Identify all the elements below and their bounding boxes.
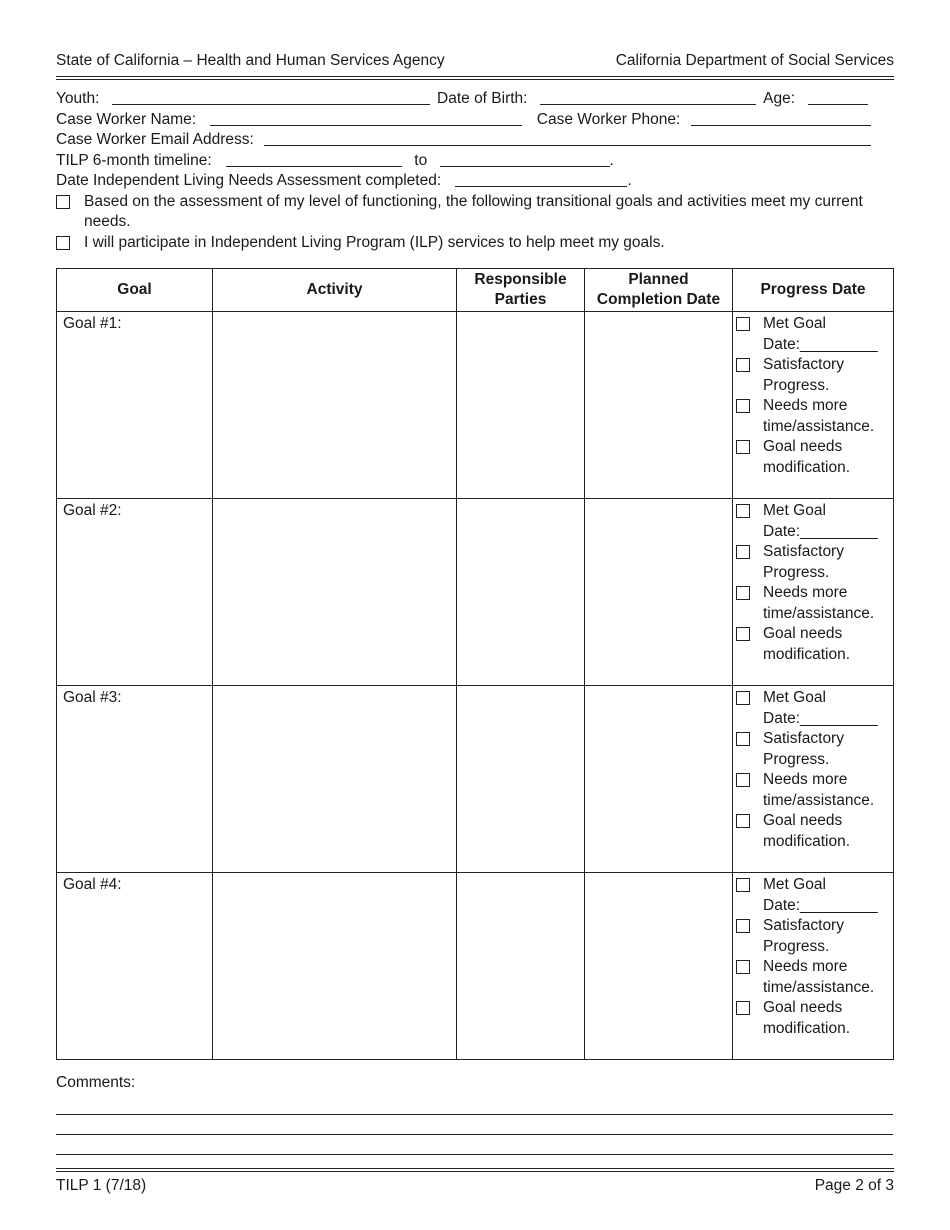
tilp-label: TILP 6-month timeline: xyxy=(56,151,212,169)
assessment-period: . xyxy=(627,172,632,189)
needs-time-checkbox[interactable] xyxy=(736,586,750,600)
progress-option-modification xyxy=(733,998,893,1039)
header-activity: Activity xyxy=(213,269,457,312)
goal-label: Goal #4: xyxy=(63,876,122,893)
goal-cell[interactable] xyxy=(57,499,213,686)
met-goal-checkbox[interactable] xyxy=(736,878,750,892)
progress-label: Needs more time/assistance. xyxy=(763,584,875,622)
statement-row-2 xyxy=(56,233,894,253)
tilp-start-field[interactable] xyxy=(226,152,402,167)
youth-info-section xyxy=(56,89,894,253)
progress-option-met xyxy=(733,314,893,355)
page-header xyxy=(56,52,894,70)
progress-label: Met Goal Date:_________ xyxy=(763,502,878,540)
email-line xyxy=(56,130,894,151)
progress-label: Satisfactory Progress. xyxy=(763,356,844,394)
comments-label: Comments: xyxy=(56,1074,136,1091)
met-goal-checkbox[interactable] xyxy=(736,691,750,705)
activity-cell[interactable] xyxy=(213,499,457,686)
age-label: Age: xyxy=(763,90,795,107)
header-rule xyxy=(56,76,894,80)
goal-label: Goal #2: xyxy=(63,502,122,519)
comment-line-1[interactable] xyxy=(56,1114,893,1115)
cw-email-label: Case Worker Email Address: xyxy=(56,131,254,148)
progress-cell xyxy=(733,312,894,499)
responsible-cell[interactable] xyxy=(457,312,585,499)
statement-row-1 xyxy=(56,192,894,232)
progress-option-satisfactory xyxy=(733,729,893,770)
cw-name-label: Case Worker Name: xyxy=(56,110,197,128)
timeline-period: . xyxy=(609,151,614,169)
goal-label: Goal #3: xyxy=(63,689,122,706)
modification-checkbox[interactable] xyxy=(736,814,750,828)
modification-checkbox[interactable] xyxy=(736,440,750,454)
satisfactory-checkbox[interactable] xyxy=(736,919,750,933)
statement-checkbox-2[interactable] xyxy=(56,236,70,250)
table-row xyxy=(57,312,894,499)
progress-option-satisfactory xyxy=(733,542,893,583)
cw-phone-field[interactable] xyxy=(691,111,871,126)
progress-option-modification xyxy=(733,624,893,665)
progress-label: Needs more time/assistance. xyxy=(763,397,875,435)
progress-label: Satisfactory Progress. xyxy=(763,917,844,955)
header-progress-date: Progress Date xyxy=(733,269,894,312)
cw-phone-label: Case Worker Phone: xyxy=(536,110,681,128)
dob-label: Date of Birth: xyxy=(437,90,528,107)
completion-cell[interactable] xyxy=(585,686,733,873)
needs-time-checkbox[interactable] xyxy=(736,399,750,413)
progress-label: Needs more time/assistance. xyxy=(763,958,875,996)
cw-email-field[interactable] xyxy=(264,131,871,146)
progress-option-modification xyxy=(733,437,893,478)
table-row xyxy=(57,686,894,873)
goal-cell[interactable] xyxy=(57,873,213,1060)
progress-option-modification xyxy=(733,811,893,852)
form-id: TILP 1 (7/18) xyxy=(56,1177,147,1194)
progress-label: Satisfactory Progress. xyxy=(763,730,844,768)
satisfactory-checkbox[interactable] xyxy=(736,545,750,559)
progress-label: Goal needs modification. xyxy=(763,438,851,476)
page-footer xyxy=(56,1177,894,1195)
progress-option-met xyxy=(733,875,893,916)
statement-checkbox-1[interactable] xyxy=(56,195,70,209)
table-header-row xyxy=(57,269,894,312)
goal-cell[interactable] xyxy=(57,686,213,873)
progress-option-needs-time xyxy=(733,770,893,811)
dob-field[interactable] xyxy=(540,90,756,105)
progress-option-needs-time xyxy=(733,957,893,998)
satisfactory-checkbox[interactable] xyxy=(736,358,750,372)
age-field[interactable] xyxy=(808,90,868,105)
progress-cell xyxy=(733,873,894,1060)
responsible-cell[interactable] xyxy=(457,873,585,1060)
goal-label: Goal #1: xyxy=(63,315,122,332)
activity-cell[interactable] xyxy=(213,686,457,873)
modification-checkbox[interactable] xyxy=(736,627,750,641)
needs-time-checkbox[interactable] xyxy=(736,773,750,787)
comment-line-2[interactable] xyxy=(56,1134,893,1135)
progress-cell xyxy=(733,499,894,686)
completion-cell[interactable] xyxy=(585,312,733,499)
progress-label: Needs more time/assistance. xyxy=(763,771,875,809)
modification-checkbox[interactable] xyxy=(736,1001,750,1015)
goals-table xyxy=(56,268,894,1060)
completion-cell[interactable] xyxy=(585,499,733,686)
progress-option-needs-time xyxy=(733,583,893,624)
page-number: Page 2 of 3 xyxy=(814,1177,894,1194)
activity-cell[interactable] xyxy=(213,312,457,499)
progress-label: Goal needs modification. xyxy=(763,812,851,850)
progress-label: Met Goal Date:_________ xyxy=(763,876,878,914)
department-name: California Department of Social Services xyxy=(615,52,894,69)
agency-name: State of California – Health and Human Services Agency xyxy=(56,52,445,69)
progress-option-satisfactory xyxy=(733,916,893,957)
statement-text-2: I will participate in Independent Living Program (ILP) services to help meet my goals. xyxy=(84,233,665,251)
header-responsible-parties: Responsible Parties xyxy=(457,269,585,312)
header-planned-completion: Planned Completion Date xyxy=(585,269,733,312)
satisfactory-checkbox[interactable] xyxy=(736,732,750,746)
header-goal: Goal xyxy=(57,269,213,312)
tilp-end-field[interactable] xyxy=(440,152,610,167)
youth-line xyxy=(56,89,894,110)
table-row xyxy=(57,499,894,686)
progress-option-needs-time xyxy=(733,396,893,437)
youth-label: Youth: xyxy=(56,90,100,107)
cw-name-field[interactable] xyxy=(210,111,522,126)
activity-cell[interactable] xyxy=(213,873,457,1060)
assessment-date-field[interactable] xyxy=(455,172,627,187)
timeline-line xyxy=(56,151,894,172)
statement-text-1: Based on the assessment of my level of functioning, the following transitional goals and activities meet my current needs. xyxy=(84,192,863,230)
to-label: to xyxy=(414,151,428,169)
progress-label: Met Goal Date:_________ xyxy=(763,689,878,727)
progress-label: Goal needs modification. xyxy=(763,625,851,663)
responsible-cell[interactable] xyxy=(457,686,585,873)
goal-cell[interactable] xyxy=(57,312,213,499)
met-goal-checkbox[interactable] xyxy=(736,317,750,331)
progress-option-satisfactory xyxy=(733,355,893,396)
progress-option-met xyxy=(733,501,893,542)
completion-cell[interactable] xyxy=(585,873,733,1060)
responsible-cell[interactable] xyxy=(457,499,585,686)
progress-label: Goal needs modification. xyxy=(763,999,851,1037)
progress-cell xyxy=(733,686,894,873)
needs-time-checkbox[interactable] xyxy=(736,960,750,974)
assessment-line xyxy=(56,171,894,192)
youth-field[interactable] xyxy=(112,90,430,105)
progress-option-met xyxy=(733,688,893,729)
case-worker-line xyxy=(56,110,894,131)
comment-line-3[interactable] xyxy=(56,1154,893,1155)
footer-rule xyxy=(56,1168,894,1172)
assessment-label: Date Independent Living Needs Assessment completed: xyxy=(56,172,442,189)
table-row xyxy=(57,873,894,1060)
progress-label: Met Goal Date:_________ xyxy=(763,315,878,353)
met-goal-checkbox[interactable] xyxy=(736,504,750,518)
progress-label: Satisfactory Progress. xyxy=(763,543,844,581)
